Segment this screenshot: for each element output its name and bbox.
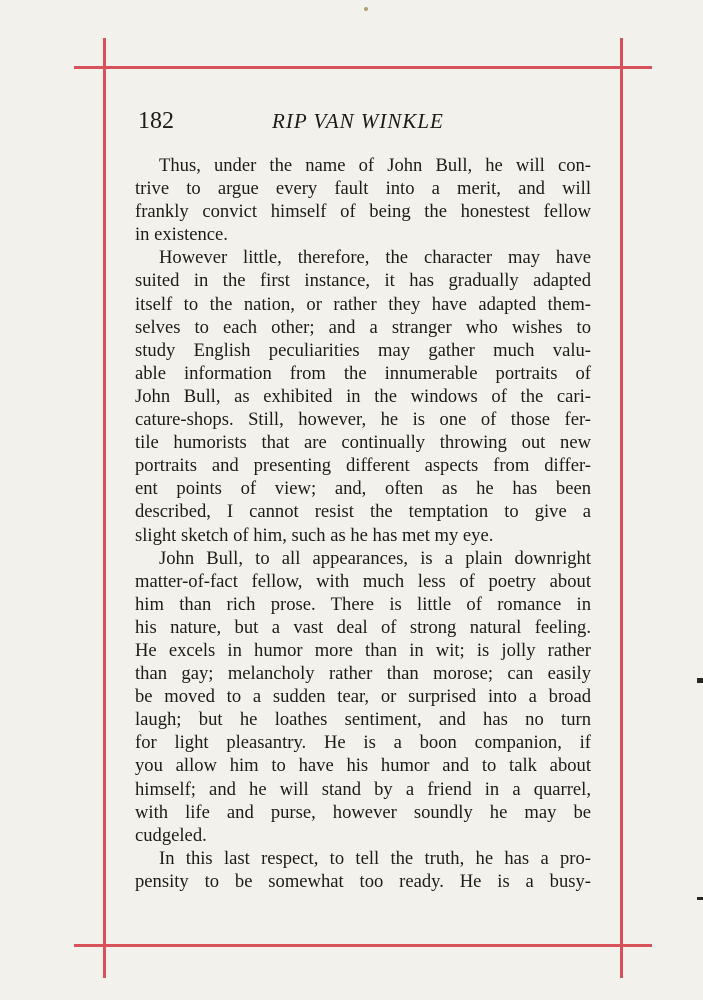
right-border-rule: [620, 38, 623, 978]
edge-mark-upper: [697, 678, 703, 683]
text-line: cature-shops. Still, however, he is one of those fer-: [135, 409, 591, 431]
bottom-border-rule: [74, 944, 652, 947]
text-line: John Bull, to all appearances, is a plain downright: [159, 547, 591, 569]
text-line: himself; and he will stand by a friend in a quarrel,: [135, 778, 591, 800]
left-border-rule: [103, 38, 106, 978]
top-border-rule: [74, 66, 652, 69]
running-title: RIP VAN WINKLE: [272, 109, 444, 133]
text-line: In this last respect, to tell the truth, he has a pro-: [159, 847, 591, 869]
text-line: tile humorists that are continually throwing out new: [135, 432, 591, 454]
text-line: slight sketch of him, such as he has met my eye.: [135, 524, 494, 546]
text-line: ent points of view; and, often as he has been: [135, 478, 591, 500]
page-header: [138, 106, 593, 136]
text-line: selves to each other; and a stranger who wishes to: [135, 316, 591, 338]
text-line: than gay; melancholy rather than morose; can easily: [135, 663, 591, 685]
text-line: him than rich prose. There is little of romance in: [135, 593, 591, 615]
body-text: [135, 154, 591, 893]
text-line: described, I cannot resist the temptation to give a: [135, 501, 591, 523]
paper-speck: [364, 7, 368, 11]
text-line: suited in the first instance, it has gradually adapted: [135, 270, 591, 292]
text-line: He excels in humor more than in wit; is jolly rather: [135, 639, 591, 661]
text-line: for light pleasantry. He is a boon companion, if: [135, 732, 591, 754]
text-line: able information from the innumerable portraits of: [135, 362, 591, 384]
page-number: 182: [138, 108, 174, 134]
text-line: frankly convict himself of being the honestest fellow: [135, 201, 591, 223]
text-line: with life and purse, however soundly he may be: [135, 801, 591, 823]
text-line: in existence.: [135, 224, 228, 246]
text-line: However little, therefore, the character may have: [159, 247, 591, 269]
text-line: study English peculiarities may gather much valu-: [135, 339, 591, 361]
text-line: his nature, but a vast deal of strong natural feeling.: [135, 616, 591, 638]
text-line: portraits and presenting different aspects from differ-: [135, 455, 591, 477]
text-line: laugh; but he loathes sentiment, and has no turn: [135, 709, 591, 731]
text-line: cudgeled.: [135, 824, 207, 846]
text-line: be moved to a sudden tear, or surprised into a broad: [135, 686, 591, 708]
text-line: trive to argue every fault into a merit, and will: [135, 178, 591, 200]
text-line: you allow him to have his humor and to talk about: [135, 755, 591, 777]
text-line: Thus, under the name of John Bull, he will con-: [159, 155, 591, 176]
text-line: itself to the nation, or rather they have adapted them-: [135, 293, 591, 315]
text-line: matter-of-fact fellow, with much less of poetry about: [135, 570, 591, 592]
text-line: John Bull, as exhibited in the windows of the cari-: [135, 385, 591, 407]
edge-mark-lower: [697, 897, 703, 900]
text-line: pensity to be somewhat too ready. He is a busy-: [135, 870, 591, 892]
